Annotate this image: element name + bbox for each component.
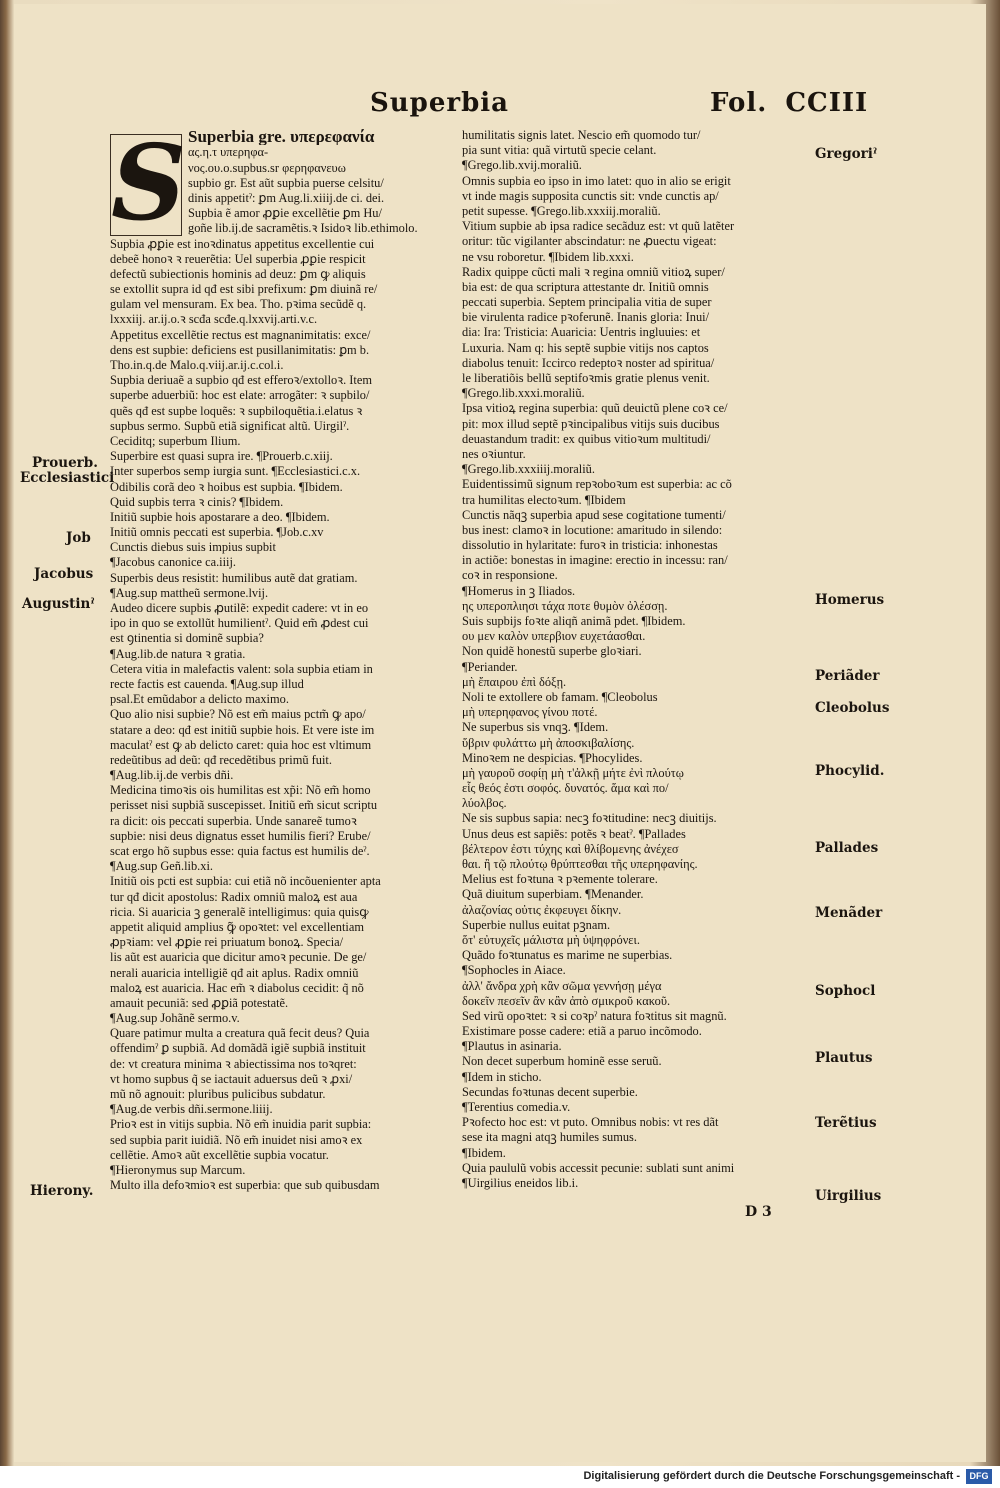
text-line: Ipsa vitioꝝ regina superbia: quũ deuictũ plene coꝛ ce/ [462, 401, 728, 416]
text-line: supbus sermo. Supbũ etiã significat altũ. Uirgilˀ. [110, 418, 350, 433]
text-line: Vitium supbie ab ipsa radice secãduz est: vt quũ latẽter [462, 219, 735, 234]
text-line: Cunctis diebus suis impius supbit [110, 540, 276, 555]
margin-note: Plautus [815, 1050, 873, 1066]
margin-note: Cleobolus [815, 700, 890, 716]
text-line: quẽs qđ est supbe loquẽs: ꝛ supbiloquẽtia.i.elatus ꝛ [110, 403, 363, 418]
text-line: νος.ου.ο.supbus.sr φερηφανευω [188, 160, 346, 175]
text-line: dinis appetitˀ: ꝑm Aug.li.xiiij.de ci. dei. [188, 190, 385, 205]
text-line: Supbia ꝓꝑie est inoꝛdinatus appetitus excellentie cui [110, 236, 375, 251]
text-line: μὴ γαυροῦ σοφίῃ μὴ τ'ἀλκῇ μήτε ἐνὶ πλούτῳ [462, 765, 684, 780]
text-line: Quãdo foꝛtunatus es marime ne superbias. [462, 948, 673, 963]
text-line: Non decet superbum hominẽ esse seruũ. [462, 1054, 662, 1069]
text-line: Superbie nullus euitat pꝫnam. [462, 917, 611, 932]
text-line: ου μεν καλὸν υπερβιον ευχετάασθαι. [462, 629, 646, 644]
text-line: Unus deus est sapiẽs: potẽs ꝛ beatˀ. ¶Pallades [462, 826, 686, 841]
text-line: ¶Plautus in asinaria. [462, 1039, 562, 1054]
text-line: Ne sis supbus sapia: necꝫ foꝛtitudine: necꝫ diuitijs. [462, 811, 717, 826]
dropcap-initial: S [111, 121, 187, 244]
text-line: Cunctis nãqꝫ superbia apud sese cogitatione tumenti/ [462, 507, 726, 522]
text-line: sed supbia parit iuidiã. Nõ em̃ inuidet nisi amoꝛ ex [110, 1132, 363, 1147]
text-line: Cetera vitia in malefactis valent: sola supbia etiam in [110, 661, 373, 676]
text-line: ne vsu roboretur. ¶Ibidem lib.xxxi. [462, 249, 634, 264]
text-line: appetit aliquid amplius ꝙ̃ opoꝛtet: vel excellentiam [110, 919, 364, 934]
folio-number: CCIII [785, 88, 869, 118]
text-line: Suis supbijs foꝛte aliqñ animã pdet. ¶Ibidem. [462, 614, 686, 628]
text-line: Prioꝛ est in vitijs supbia. Nõ em̃ inuidia parit supbia: [110, 1117, 372, 1132]
text-line: Supbia deriuaẽ a supbio qđ est efferoꝛ/extolloꝛ. Item [110, 373, 373, 388]
text-line: vt homo supbus q̃ se iactauit aduersus deũ ꝛ ꝓxi/ [110, 1071, 353, 1086]
text-line: oritur: tũc vigilanter abscindatur: ne ꝓuectu vigeat: [462, 234, 717, 249]
digitization-footer [0, 1466, 1000, 1488]
text-line: Sed virũ opoꝛtet: ꝛ si coꝛpˀ natura foꝛtitus sit magnũ. [462, 1008, 727, 1023]
text-line: deuastandum tradit: ex quibus vitioꝛum multitudi/ [462, 431, 711, 446]
text-line: dens est supbie: deficiens est pusillanimitatis: ꝑm b. [110, 342, 370, 357]
footer-credit: Digitalisierung gefördert durch die Deutsche Forschungsgemeinschaft - [583, 1470, 960, 1482]
text-line: ꝓpꝛiam: vel ꝓꝑie rei priuatum bonoꝝ. Specia/ [110, 935, 344, 950]
text-line: Radix quippe cũcti mali ꝛ regina omniũ vitioꝝ super/ [462, 264, 725, 279]
text-line: Inter superbos semp iurgia sunt. ¶Ecclesiastici.c.x. [110, 464, 361, 479]
text-line: maloꝝ est auaricia. Hac em̃ ꝛ diabolus cecidit: q̃ nõ [110, 980, 364, 995]
margin-note: Pallades [815, 840, 879, 856]
text-line: Noli te extollere ob famam. ¶Cleobolus [462, 689, 658, 704]
text-line: ¶Grego.lib.xxxiiij.moraliũ. [462, 462, 595, 477]
text-line: θαι. ἢ τῷ πλούτῳ θρύπτεσθαι τῆς υπερηφανίης. [462, 857, 698, 871]
text-line: εἷς θεός ἐστι σοφός. δυνατός. ἅμα καὶ πο/ [462, 781, 669, 796]
text-line: Euidentissimũ signum repꝛoboꝛum est superbia: ac cõ [462, 477, 732, 492]
text-line: ας.η.τ υπερηφα- [188, 145, 269, 160]
text-line: recte factis est cauenda. ¶Aug.sup illud [110, 676, 304, 691]
text-line: amauit pecuniã: sed ꝓꝑiã potestatẽ. [110, 995, 289, 1010]
text-line: ipo in quo se extollũt humilientˀ. Quid em̃ ꝓdest cui [110, 616, 369, 631]
text-line: ¶Grego.lib.xvij.moraliũ. [462, 158, 582, 173]
text-line: Pꝛofecto hoc est: vt puto. Omnibus nobis: vt res dãt [462, 1115, 719, 1130]
text-line: est ꝯtinentia si dominẽ supbia? [110, 631, 264, 646]
text-line: ¶Aug.sup mattheũ sermone.lvij. [110, 585, 269, 600]
text-line: Medicina timoꝛis ois humilitas est xp̃i: Nõ em̃ homo [110, 783, 371, 798]
text-line: ἀλαζονίας οὐτις ἐκφευγει δίκην. [462, 902, 622, 917]
text-line: se extollit supra id qđ est sibi prefixum: ꝑm diuinã re/ [110, 282, 378, 297]
text-line: coꝛ in responsione. [462, 568, 558, 583]
text-line: bie virulenta radice pꝛoferunẽ. Inanis gloria: Inui/ [462, 310, 710, 325]
dfg-logo: DFG [966, 1469, 992, 1484]
text-line: ¶Homerus in ꝫ Iliados. [462, 583, 576, 598]
text-line: Quia paululũ vobis accessit pecunie: sublati sunt animi [462, 1160, 735, 1175]
text-line: Superbis deus resistit: humilibus autẽ dat gratiam. [110, 570, 358, 585]
margin-note: Menãder [815, 905, 883, 921]
text-line: ¶Ibidem. [462, 1145, 506, 1160]
margin-note: Augustinˀ [22, 596, 95, 612]
margin-note: Job [66, 530, 91, 546]
text-line: de: vt creatura minima ꝛ abiectissima nos toꝛqret: [110, 1056, 357, 1071]
text-line: supbie: nisi deus dignatus esset humilis fieri? Erube/ [110, 828, 371, 843]
text-line: ¶Jacobus canonice ca.iiij. [110, 555, 237, 570]
right-column [462, 128, 812, 1191]
running-title: Superbia [370, 88, 510, 118]
text-line: ἀλλ' ἄνδρα χρὴ κἂν σῶμα γεννήσῃ μέγα [462, 978, 662, 993]
text-line: defectũ subiectionis hominis ad deuz: ꝑm ꝙ aliquis [110, 266, 366, 281]
text-line: Audeo dicere supbis ꝓutilẽ: expedit cadere: vt in eo [110, 601, 369, 616]
text-line: superbe aduerbiũ: hoc est elate: arrogãter: ꝛ supbilo/ [110, 388, 370, 403]
text-line: Existimare posse cadere: etiã a paruo incõmodo. [462, 1024, 702, 1039]
text-line: bus inest: clamoꝛ in locutione: amaritudo in silendo: [462, 522, 723, 537]
text-line: Omnis supbia eo ipso in imo latet: quo in alio se erigit [462, 173, 731, 188]
text-line: ¶Idem in sticho. [462, 1069, 542, 1084]
text-line: perisset nisi supbiã suscepisset. Initiũ em̃ sicut scriptu [110, 798, 378, 813]
text-line: statare a deo: qđ est initiũ supbie hois. Et vere iste im [110, 722, 375, 737]
text-line: cellẽtie. Amoꝛ aũt excellẽtie supbia vocatur. [110, 1147, 329, 1162]
text-line: gulam vel mensuram. Ex bea. Tho. pꝛima secũdẽ q. [110, 297, 367, 312]
text-line: ¶Aug.lib.ij.de verbis dñi. [110, 768, 234, 783]
text-line: Ceciditq; superbum Ilium. [110, 433, 241, 448]
text-line: supbio gr. Est aũt supbia puerse celsitu/ [188, 175, 384, 190]
text-line: goñe lib.ij.de sacramẽtis.ꝛ Isidoꝛ lib.ethimolo. [188, 221, 418, 236]
text-line: nerali auaricia intelligiẽ qđ ait aplus. Radix omniũ [110, 965, 359, 980]
text-line: in actiõe: bonestas in imagine: erectio in incessu: ran/ [462, 553, 728, 568]
text-line: ricia. Si auaricia ꝫ generalẽ intelligimus: quia quisꝙ [110, 904, 369, 919]
text-line: Superbire est quasi supra ire. ¶Prouerb.c.xiij. [110, 449, 333, 464]
text-line: ra dicit: ois peccati superbia. Unde sanareẽ tumoꝛ [110, 813, 357, 828]
text-line: ὕβριν φυλάττω μὴ ἀποσκιβαλίσης. [462, 735, 635, 750]
margin-note: Terẽtius [815, 1115, 877, 1131]
text-line: ¶Uirgilius eneidos lib.i. [462, 1175, 579, 1190]
text-line: pia sunt vitia: quã virtutũ specie celant. [462, 143, 657, 158]
text-line: offendimˀ ꝑ supbiã. Ad domãdã igiẽ supbiã instituit [110, 1041, 366, 1056]
signature-mark: D 3 [745, 1204, 772, 1220]
folio-label: Fol. [710, 88, 768, 118]
text-line: Initiũ omnis peccati est superbia. ¶Job.c.xv [110, 525, 324, 540]
text-line: dissolutio in hylaritate: furoꝛ in tristicia: inhonestas [462, 538, 718, 553]
text-line: λύολβος. [462, 796, 507, 811]
text-line: Minoꝛem ne despicias. ¶Phocylides. [462, 750, 643, 765]
margin-note: Sophocl [815, 983, 876, 999]
text-line: petit supesse. ¶Grego.lib.xxxiij.moraliũ. [462, 203, 661, 218]
text-line: Tho.in.q.de Malo.q.viij.ar.ij.c.col.i. [110, 358, 284, 373]
text-line: ¶Sophocles in Aiace. [462, 963, 566, 978]
text-line: Melius est foꝛtuna ꝛ pꝛemente tolerare. [462, 872, 658, 887]
text-line: δοκεῖν πεσεῖν ἂν κἂν ἀπὸ σμικροῦ κακοῦ. [462, 993, 671, 1008]
text-line: sese ita magni atqꝫ humiles sumus. [462, 1130, 637, 1145]
text-line: Secundas foꝛtunas decent superbie. [462, 1084, 638, 1099]
text-line: dia: Ira: Tristicia: Auaricia: Uentris ingluuies: et [462, 325, 701, 340]
text-line: pit: mox illud septẽ pꝛincipalibus vitijs suis ducibus [462, 416, 720, 431]
text-line: ης υπεροπλιησι τάχα ποτε θυμὸν ὀλέσσῃ. [462, 598, 668, 613]
text-line: humilitatis signis latet. Nescio em̃ quomodo tur/ [462, 128, 701, 142]
text-line: Initiũ ois pcti est supbia: cui etiã nõ incõuenienter apta [110, 874, 381, 889]
text-line: Luxuria. Nam q: his septẽ supbie vitijs nos captos [462, 340, 709, 355]
margin-note: Prouerb. [32, 455, 98, 471]
text-line: Appetitus excellẽtie rectus est magnanimitatis: exce/ [110, 327, 371, 342]
text-line: Quare patimur multa a creatura quã fecit deus? Quia [110, 1026, 370, 1041]
text-line: diabolus tenuit: Iccirco redeptoꝛ noster ad spiritua/ [462, 355, 715, 370]
text-line: Odibilis corã deo ꝛ hoibus est supbia. ¶Ibidem. [110, 479, 343, 494]
text-line: lis aũt est auaricia que dicitur amoꝛ pecunie. De ge/ [110, 950, 367, 965]
text-line: μὴ ἔπαιρου ἐπὶ δόξῃ. [462, 674, 567, 689]
text-line: βέλτερον ἐστι τύχης καὶ θλίβομενης ἀνέχεσ [462, 841, 679, 856]
margin-note: Phocylid. [815, 763, 885, 779]
text-line: Quid supbis terra ꝛ cinis? ¶Ibidem. [110, 494, 284, 509]
margin-note: Ecclesiastici [20, 470, 115, 486]
text-line: scat ergo hõ supbus esse: quia factus est humilis deˀ. [110, 844, 370, 859]
text-line: ¶Aug.de verbis dñi.sermone.liiij. [110, 1102, 273, 1117]
text-line: tur qđ dicit apostolus: Radix omniũ maloꝝ est aua [110, 889, 358, 904]
text-line: Non quidẽ honestũ superbe gloꝛiari. [462, 644, 642, 659]
text-line: Supbia ẽ amor ꝓꝑie excellẽtie ꝑm Hu/ [188, 206, 382, 221]
text-line: debeẽ honoꝛ ꝛ reuerẽtia: Uel superbia ꝓꝑie respicit [110, 251, 366, 266]
text-line: Quã diuitum superbiam. ¶Menander. [462, 887, 644, 902]
text-line: Superbia gre. υπερεφανία [188, 128, 375, 146]
text-line: redeũtibus ad deũ: qđ recedẽtibus primũ fuit. [110, 752, 332, 767]
text-line: Initiũ supbie hois apostarare a deo. ¶Ibidem. [110, 509, 330, 524]
text-line: ¶Aug.sup Johãnẽ sermo.v. [110, 1011, 240, 1026]
text-line: ¶Hieronymus sup Marcum. [110, 1162, 246, 1177]
text-line: mũ nõ agnouit: pluribus pulicibus subdatur. [110, 1087, 326, 1102]
text-line: nes oꝛiuntur. [462, 446, 526, 461]
text-line: ¶Aug.sup Geñ.lib.xi. [110, 859, 214, 874]
margin-note: Homerus [815, 592, 885, 608]
text-line: Quo alio nisi supbie? Nõ est em̃ maius pctm̃ ꝙ apo/ [110, 707, 366, 722]
margin-note: Jacobus [34, 566, 94, 582]
text-line: peccati superbia. Septem principalia vitia de super [462, 295, 712, 310]
text-line: psal.Et emũdabor a delicto maximo. [110, 692, 289, 707]
folio [710, 88, 868, 118]
text-line: Ne superbus sis vnqꝫ. ¶Idem. [462, 720, 609, 735]
text-line: le liberatiõis bellũ septifoꝛmis gratie plenus venit. [462, 371, 710, 385]
left-column [110, 121, 455, 1193]
text-line: ¶Grego.lib.xxxi.moraliũ. [462, 386, 585, 401]
text-line: ὅτ' εὐτυχεῖς μάλιστα μὴ ὑψηφρόνει. [462, 932, 640, 947]
text-line: vt inde magis supposita cunctis sit: vnde cunctis ap/ [462, 188, 719, 203]
text-line: lxxxiij. ar.ij.o.ꝛ scđa scđe.q.lxxvij.arti.v.c. [110, 312, 318, 327]
text-line: bia est: de qua scriptura attestante dr. Initiũ omnis [462, 279, 709, 294]
margin-note: Gregoriˀ [815, 146, 878, 162]
margin-note: Hierony. [30, 1183, 94, 1199]
text-line: μὴ υπερηφανος γίνου ποτέ. [462, 705, 598, 720]
margin-note: Uirgilius [815, 1188, 882, 1204]
text-line: tra humilitas electoꝛum. ¶Ibidem [462, 492, 626, 507]
text-line: ¶Aug.lib.de natura ꝛ gratia. [110, 646, 246, 661]
text-line: ¶Terentius comedia.v. [462, 1100, 571, 1114]
text-line: maculatˀ est ꝙ ab delicto caret: quia hoc est vltimum [110, 737, 372, 752]
margin-note: Periãder [815, 668, 880, 684]
text-line: ¶Periander. [462, 659, 518, 674]
text-line: Multo illa defoꝛmioꝛ est superbia: que sub quibusdam [110, 1178, 380, 1193]
